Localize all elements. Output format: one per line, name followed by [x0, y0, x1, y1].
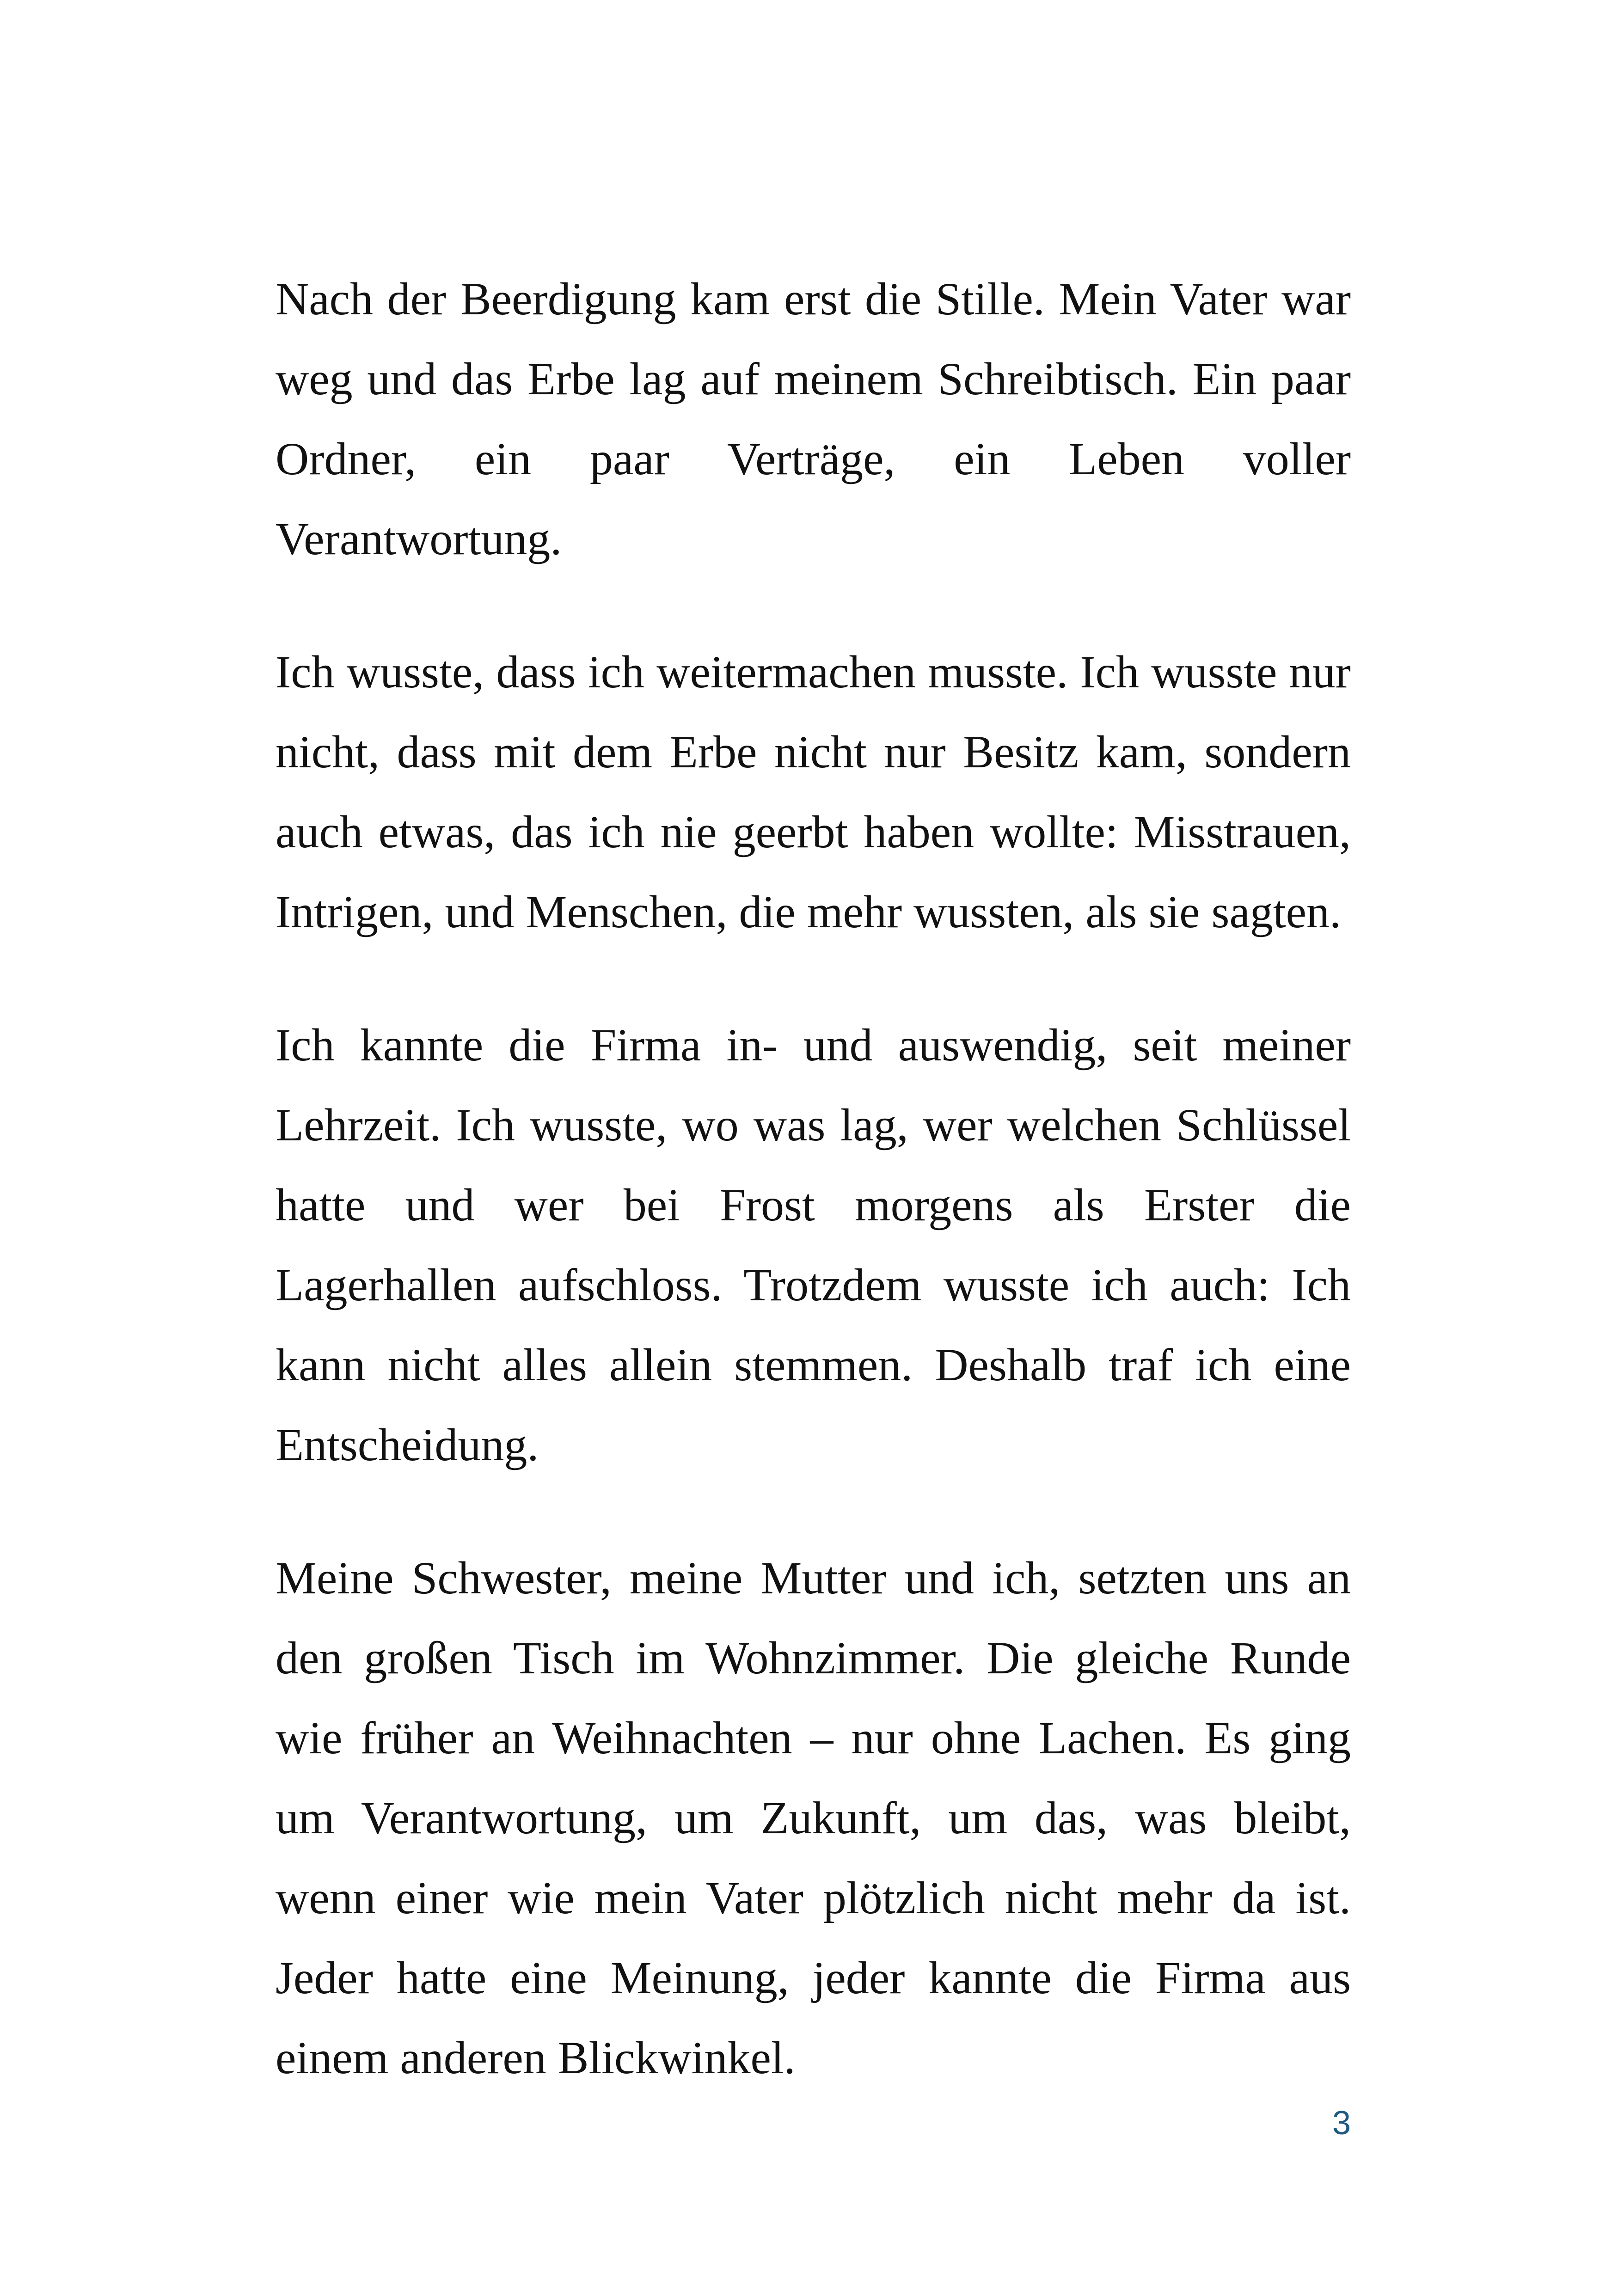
page-number: 3: [1332, 2105, 1351, 2142]
body-text: [276, 259, 1351, 2098]
paragraph-4: Meine Schwester, meine Mutter und ich, setzten uns an den großen Tisch im Wohnzimmer. Die gleiche Runde wie früher an Weihnachten – nur ohne Lachen. Es ging um Verantwortung, um Zukunft, um das, was bleibt, wenn einer wie mein Vater plötzlich nicht mehr da ist. Jeder hatte eine Meinung, jeder kannte die Firma aus einem anderen Blickwinkel.: [276, 1552, 1351, 2083]
paragraph-2: Ich wusste, dass ich weitermachen musste. Ich wusste nur nicht, dass mit dem Erbe nicht nur Besitz kam, sondern auch etwas, das ich nie geerbt haben wollte: Misstrauen, Intrigen, und Menschen, die mehr wussten, als sie sagten.: [276, 646, 1351, 937]
paragraph-3: Ich kannte die Firma in- und auswendig, seit meiner Lehrzeit. Ich wusste, wo was lag, wer welchen Schlüssel hatte und wer bei Frost morgens als Erster die Lagerhallen aufschloss. Trotzdem wusste ich auch: Ich kann nicht alles allein stemmen. Deshalb traf ich eine Entscheidung.: [276, 1019, 1351, 1470]
paragraph-1: Nach der Beerdigung kam erst die Stille. Mein Vater war weg und das Erbe lag auf meinem Schreibtisch. Ein paar Ordner, ein paar Verträge, ein Leben voller Verantwortung.: [276, 273, 1351, 564]
